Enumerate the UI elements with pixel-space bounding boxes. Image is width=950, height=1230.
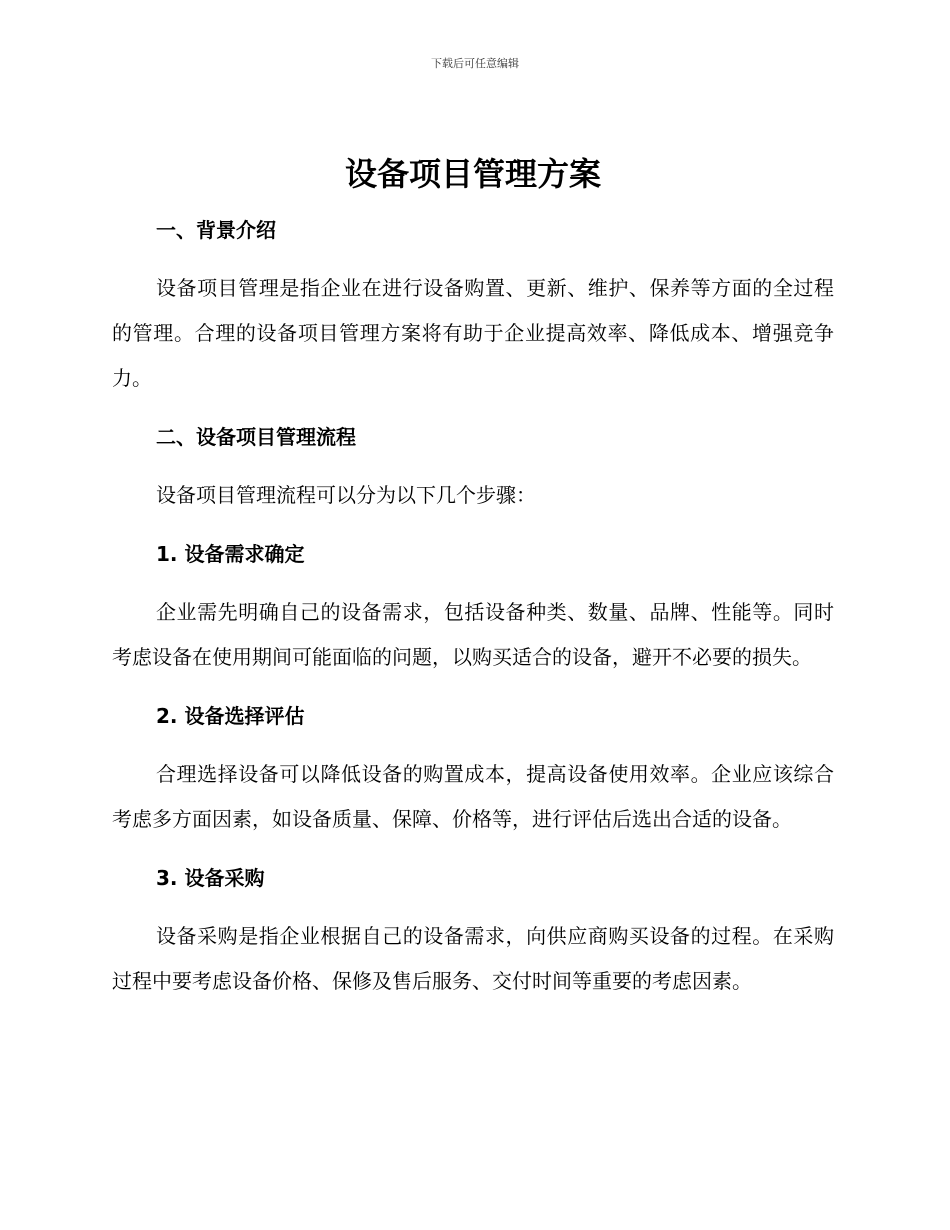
section-heading-process: 二、设备项目管理流程 <box>156 425 356 449</box>
header-note: 下载后可任意编辑 <box>431 57 519 70</box>
document-body <box>112 148 834 1004</box>
paragraph-background: 设备项目管理是指企业在进行设备购置、更新、维护、保养等方面的全过程的管理。合理的设备项目管理方案将有助于企业提高效率、降低成本、增强竞争力。 <box>112 276 834 390</box>
spacer <box>112 401 834 415</box>
spacer <box>112 200 834 208</box>
spacer <box>112 842 834 856</box>
section-heading-requirements: 1. 设备需求确定 <box>156 542 305 566</box>
spacer <box>112 738 834 752</box>
section-heading-background: 一、背景介绍 <box>156 218 276 242</box>
paragraph-selection: 合理选择设备可以降低设备的购置成本，提高设备使用效率。企业应该综合考虑多方面因素，如设备质量、保障、价格等，进行评估后选出合适的设备。 <box>112 762 834 831</box>
paragraph-process: 设备项目管理流程可以分为以下几个步骤： <box>156 483 536 507</box>
section-heading-selection: 2. 设备选择评估 <box>156 704 305 728</box>
spacer <box>112 900 834 914</box>
paragraph-procurement: 设备采购是指企业根据自己的设备需求，向供应商购买设备的过程。在采购过程中要考虑设备价格、保修及售后服务、交付时间等重要的考虑因素。 <box>112 924 834 993</box>
section-heading-procurement: 3. 设备采购 <box>156 866 265 890</box>
spacer <box>112 518 834 532</box>
paragraph-requirements: 企业需先明确自己的设备需求，包括设备种类、数量、品牌、性能等。同时考虑设备在使用期间可能面临的问题，以购买适合的设备，避开不必要的损失。 <box>112 600 834 669</box>
spacer <box>112 576 834 590</box>
spacer <box>112 252 834 266</box>
spacer <box>112 680 834 694</box>
spacer <box>112 459 834 473</box>
document-title: 设备项目管理方案 <box>344 155 601 193</box>
